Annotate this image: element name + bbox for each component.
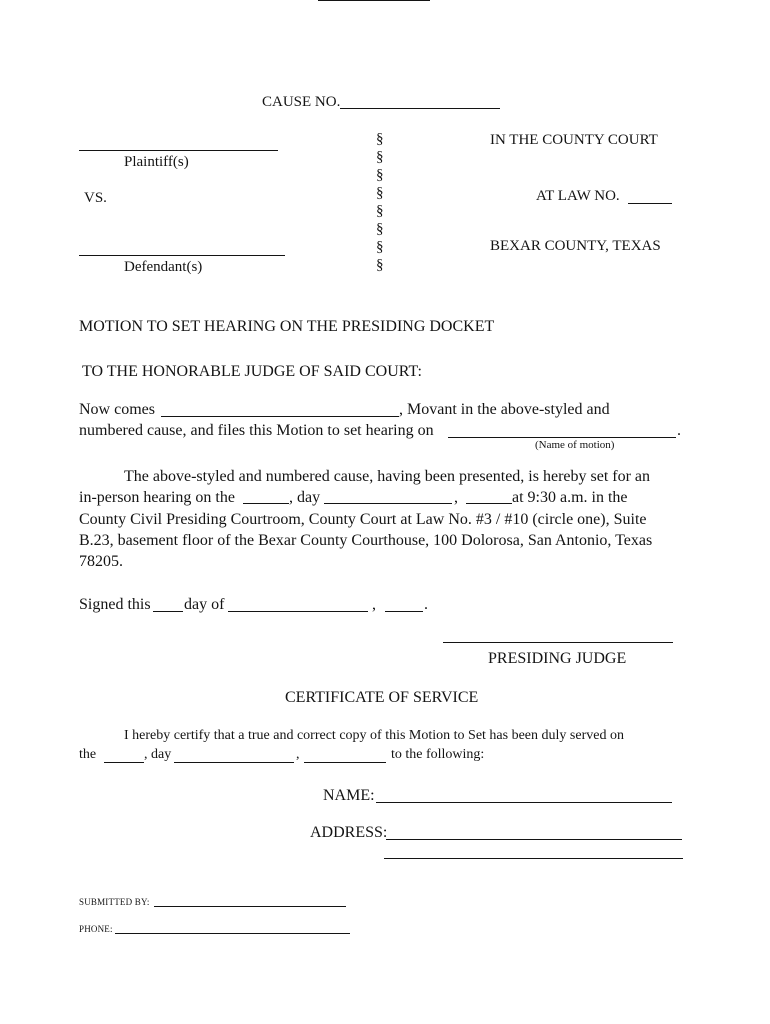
hearing-date-blank[interactable]	[243, 503, 289, 504]
body-line-3: County Civil Presiding Courtroom, County Court at Law No. #3 / #10 (circle one), Suite	[79, 511, 647, 528]
name-label: NAME:	[323, 787, 375, 804]
section-symbol: §	[376, 167, 384, 183]
section-symbol: §	[376, 203, 384, 219]
now-comes-text: Now comes	[79, 401, 155, 418]
submitted-by-field[interactable]	[154, 906, 346, 907]
at-law-label: AT LAW NO.	[536, 188, 620, 204]
name-of-motion-caption: (Name of motion)	[535, 439, 615, 451]
plaintiff-blank[interactable]	[79, 150, 278, 151]
motion-name-blank[interactable]	[448, 437, 676, 438]
body-line-2d: at 9:30 a.m. in the	[512, 489, 628, 506]
defendant-label: Defendant(s)	[124, 259, 203, 275]
hearing-month-blank[interactable]	[324, 503, 452, 504]
vs-label: VS.	[84, 190, 107, 206]
signed-year-blank[interactable]	[385, 611, 423, 612]
certificate-line-2c: ,	[296, 747, 300, 762]
section-symbol: §	[376, 131, 384, 147]
section-symbol: §	[376, 221, 384, 237]
served-date-blank[interactable]	[104, 762, 144, 763]
day-of-text: day of	[184, 596, 225, 613]
cause-no-blank[interactable]	[340, 108, 500, 109]
motion-name-period: .	[677, 422, 681, 439]
signed-this-text: Signed this	[79, 596, 151, 613]
served-year-blank[interactable]	[304, 762, 386, 763]
numbered-cause-text: numbered cause, and files this Motion to set hearing on	[79, 422, 434, 439]
name-field[interactable]	[376, 802, 672, 803]
certificate-line-2b: , day	[144, 747, 172, 762]
address-field-line-1[interactable]	[386, 839, 682, 840]
hearing-year-blank[interactable]	[466, 503, 512, 504]
phone-label: PHONE:	[79, 924, 113, 934]
defendant-blank[interactable]	[79, 255, 285, 256]
at-law-blank[interactable]	[628, 203, 672, 204]
section-symbol: §	[376, 257, 384, 273]
motion-title: MOTION TO SET HEARING ON THE PRESIDING DOCKET	[79, 318, 495, 335]
movant-text: , Movant in the above-styled and	[399, 401, 610, 418]
certificate-title: CERTIFICATE OF SERVICE	[285, 689, 479, 706]
salutation: TO THE HONORABLE JUDGE OF SAID COURT:	[82, 363, 422, 380]
signed-comma: ,	[372, 596, 376, 613]
signed-period: .	[424, 596, 428, 613]
body-line-5: 78205.	[79, 553, 123, 570]
certificate-line-2d: to the following:	[391, 747, 485, 762]
top-edge-rule	[318, 0, 430, 1]
body-line-1: The above-styled and numbered cause, having been presented, is hereby set for an	[124, 468, 651, 485]
certificate-line-1: I hereby certify that a true and correct copy of this Motion to Set has been duly served on	[124, 728, 624, 743]
address-field-line-2[interactable]	[384, 858, 683, 859]
body-line-4: B.23, basement floor of the Bexar County Courthouse, 100 Dolorosa, San Antonio, Texas	[79, 532, 653, 549]
section-symbol: §	[376, 239, 384, 255]
body-line-2c: ,	[454, 489, 458, 506]
court-name: IN THE COUNTY COURT	[490, 132, 658, 148]
body-line-2a: in-person hearing on the	[79, 489, 235, 506]
signed-day-blank[interactable]	[153, 611, 183, 612]
plaintiff-label: Plaintiff(s)	[124, 154, 189, 170]
county-name: BEXAR COUNTY, TEXAS	[490, 238, 661, 254]
address-label: ADDRESS:	[310, 824, 388, 841]
movant-blank[interactable]	[161, 416, 399, 417]
cause-no-label: CAUSE NO.	[262, 94, 341, 110]
phone-field[interactable]	[115, 933, 350, 934]
section-symbol: §	[376, 185, 384, 201]
served-month-blank[interactable]	[174, 762, 294, 763]
submitted-by-label: SUBMITTED BY:	[79, 897, 150, 907]
presiding-judge-label: PRESIDING JUDGE	[488, 650, 627, 667]
body-line-2b: , day	[289, 489, 321, 506]
certificate-line-2a: the	[79, 747, 97, 762]
signed-month-blank[interactable]	[228, 611, 368, 612]
judge-signature-line[interactable]	[443, 642, 673, 643]
section-symbol: §	[376, 149, 384, 165]
